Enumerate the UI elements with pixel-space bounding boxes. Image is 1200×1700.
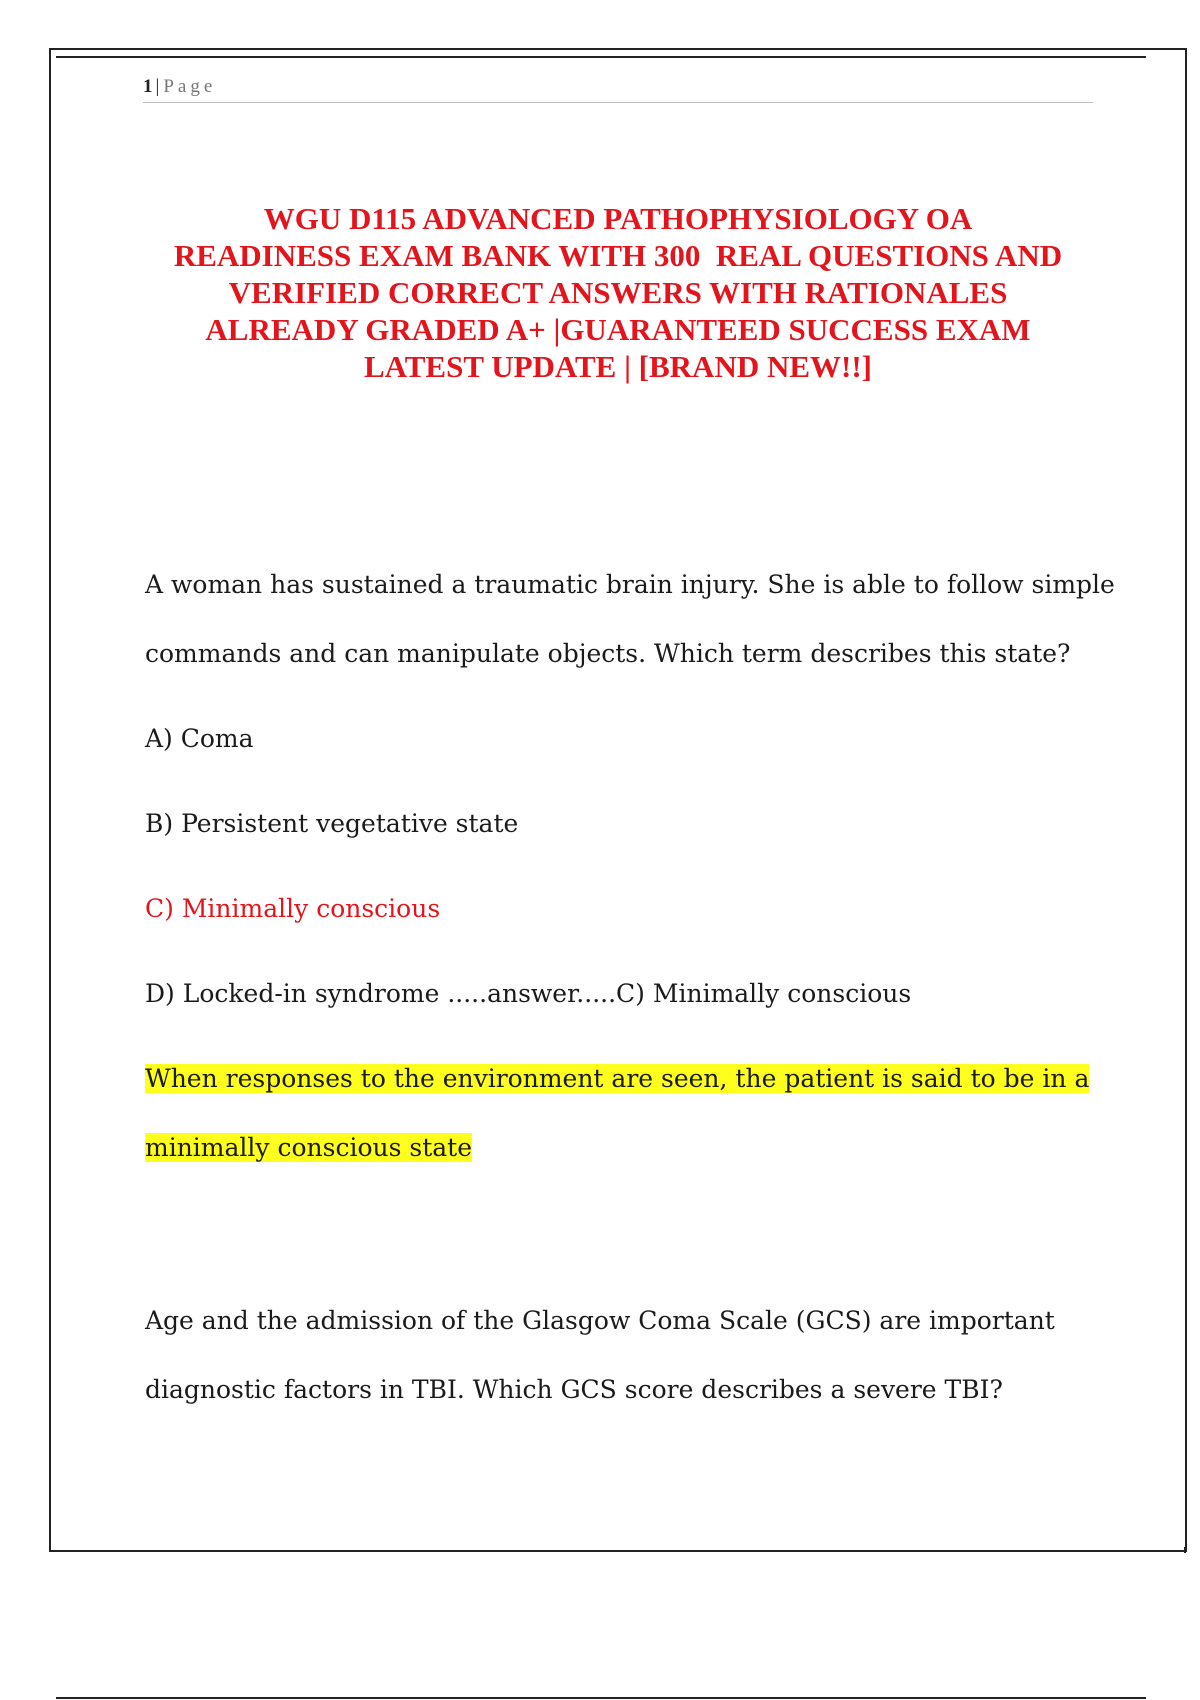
footer-rule (56, 1697, 1146, 1699)
page-separator: | (155, 76, 160, 97)
title-line-2: READINESS EXAM BANK WITH 300 REAL QUESTIONS AND (173, 238, 1063, 273)
rationale-highlight-2: minimally conscious state (145, 1133, 473, 1162)
option-c-correct: C) Minimally conscious (145, 894, 441, 923)
page-header (143, 72, 1093, 103)
title-line-3: VERIFIED CORRECT ANSWERS WITH RATIONALES (228, 275, 1008, 310)
question-1-stem-line-1: A woman has sustained a traumatic brain injury. She is able to follow simple (145, 570, 1115, 599)
question-2-stem-line-2: diagnostic factors in TBI. Which GCS score describes a severe TBI? (145, 1375, 1003, 1404)
rationale-line-2 (145, 1131, 472, 1165)
rationale-highlight-1: When responses to the environment are seen, the patient is said to be in a (145, 1064, 1090, 1093)
page-number: 1 (143, 76, 153, 97)
question-1-stem-line-2: commands and can manipulate objects. Which term describes this state? (145, 639, 1071, 668)
question-2-stem-line-1: Age and the admission of the Glasgow Coma Scale (GCS) are important (145, 1306, 1055, 1335)
corner-tick (1184, 1547, 1192, 1553)
title-line-1: WGU D115 ADVANCED PATHOPHYSIOLOGY OA (263, 201, 973, 236)
option-d-with-answer: D) Locked-in syndrome .....answer.....C) Minimally conscious (145, 979, 912, 1008)
option-a: A) Coma (145, 724, 254, 753)
option-b: B) Persistent vegetative state (145, 809, 519, 838)
top-rule (56, 56, 1146, 58)
rationale-line-1 (145, 1062, 1089, 1096)
title-line-4: ALREADY GRADED A+ |GUARANTEED SUCCESS EXAM (205, 312, 1031, 347)
page-label: Page (163, 76, 217, 97)
title-line-5: LATEST UPDATE | [BRAND NEW!!] (363, 349, 873, 384)
document-title (143, 200, 1093, 385)
